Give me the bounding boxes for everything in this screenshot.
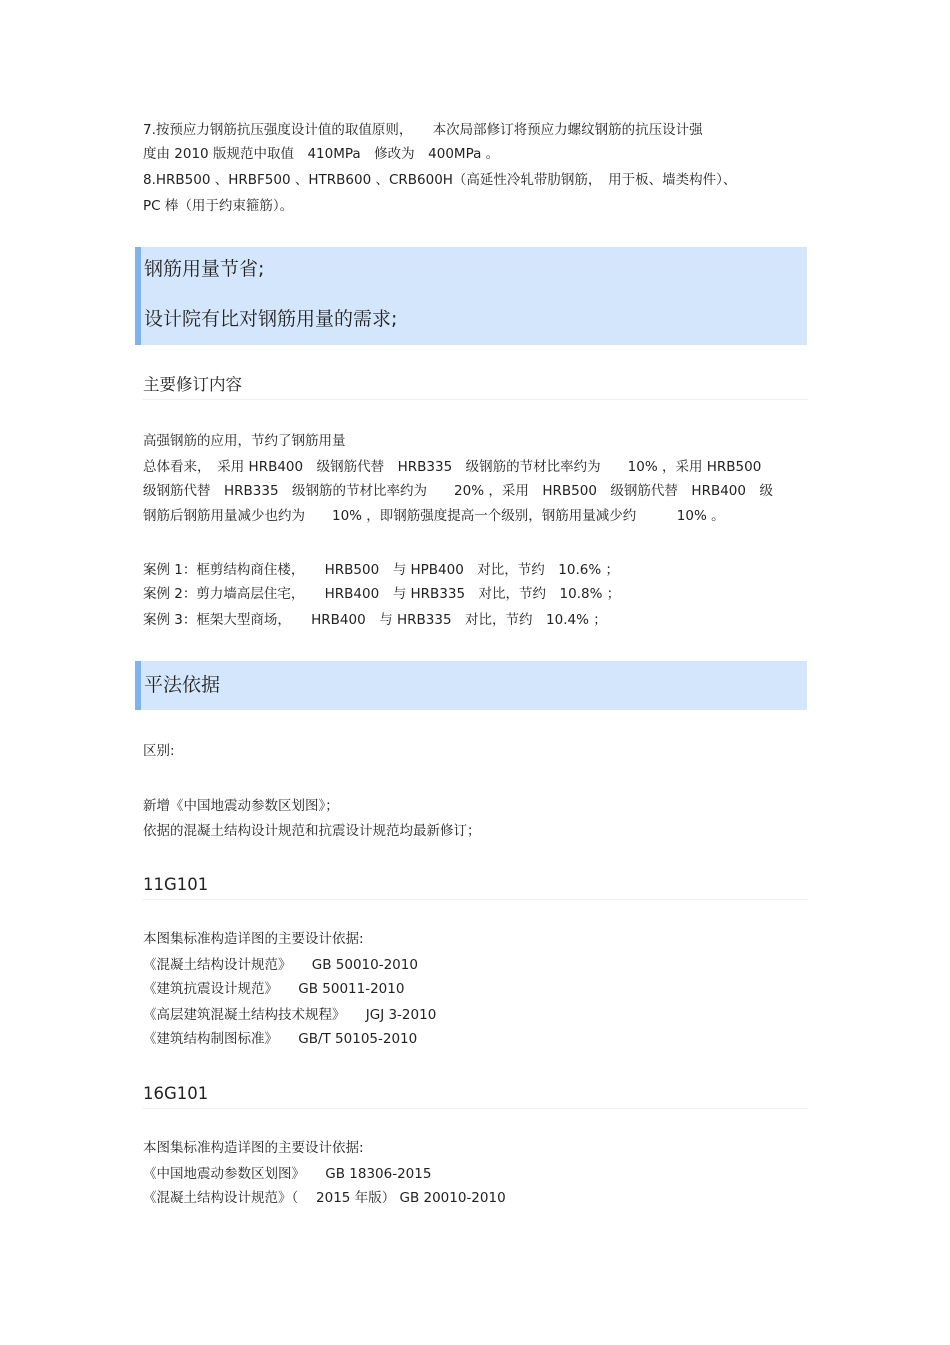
revision-heading: 主要修订内容 <box>143 374 808 400</box>
intro-line-1: 7.按预应力钢筋抗压强度设计值的取值原则， 本次局部修订将预应力螺纹钢筋的抗压设计强 <box>143 122 703 138</box>
g11-line-1: 《混凝土结构设计规范》 GB 50010-2010 <box>143 957 418 973</box>
g11-intro: 本图集标准构造详图的主要设计依据: <box>143 931 364 947</box>
intro-line-3: 8.HRB500 、HRBF500 、HTRB600 、CRB600H（高延性冷轧带肋钢筋， 用于板、墙类构件）、 <box>143 172 737 188</box>
g11-line-4: 《建筑结构制图标准》 GB/T 50105-2010 <box>143 1031 418 1047</box>
revision-line-2: 总体看来， 采用 HRB400 级钢筋代替 HRB335 级钢筋的节材比率约为 10% ，采用 HRB500 <box>143 459 762 475</box>
g16-line-2: 《混凝土结构设计规范》（ 2015 年版） GB 20010-2010 <box>143 1190 506 1206</box>
revision-line-1: 高强钢筋的应用，节约了钢筋用量 <box>143 433 346 449</box>
case-line-3: 案例 3：框架大型商场， HRB400 与 HRB335 对比，节约 10.4% ； <box>143 612 607 628</box>
highlight-box-pingfa <box>135 661 807 710</box>
g11-line-2: 《建筑抗震设计规范》 GB 50011-2010 <box>143 981 405 997</box>
highlight-box-savings <box>135 247 807 345</box>
case-line-1: 案例 1：框剪结构商住楼， HRB500 与 HPB400 对比，节约 10.6% ； <box>143 562 619 578</box>
g16-line-1: 《中国地震动参数区划图》 GB 18306-2015 <box>143 1166 432 1182</box>
intro-line-2: 度由 2010 版规范中取值 410MPa 修改为 400MPa 。 <box>143 146 500 162</box>
revision-line-4: 钢筋后钢筋用量减少也约为 10% ，即钢筋强度提高一个级别，钢筋用量减少约 10% 。 <box>143 508 725 524</box>
highlight-pingfa-title: 平法依据 <box>144 674 221 696</box>
difference-line-1: 新增《中国地震动参数区划图》； <box>143 798 339 814</box>
g11-heading: 11G101 <box>143 874 808 900</box>
difference-label: 区别: <box>143 743 175 759</box>
g16-intro: 本图集标准构造详图的主要设计依据: <box>143 1140 364 1156</box>
difference-line-2: 依据的混凝土结构设计规范和抗震设计规范均最新修订； <box>143 823 481 839</box>
case-line-2: 案例 2：剪力墙高层住宅， HRB400 与 HRB335 对比，节约 10.8% ； <box>143 586 621 602</box>
intro-line-4: PC 棒（用于约束箍筋）。 <box>143 198 294 214</box>
revision-line-3: 级钢筋代替 HRB335 级钢筋的节材比率约为 20% ，采用 HRB500 级钢筋代替 HRB400 级 <box>143 483 773 499</box>
highlight-line-2: 设计院有比对钢筋用量的需求; <box>144 308 398 330</box>
g16-heading: 16G101 <box>143 1083 808 1109</box>
g11-line-3: 《高层建筑混凝土结构技术规程》 JGJ 3-2010 <box>143 1007 437 1023</box>
highlight-line-1: 钢筋用量节省; <box>144 258 265 280</box>
